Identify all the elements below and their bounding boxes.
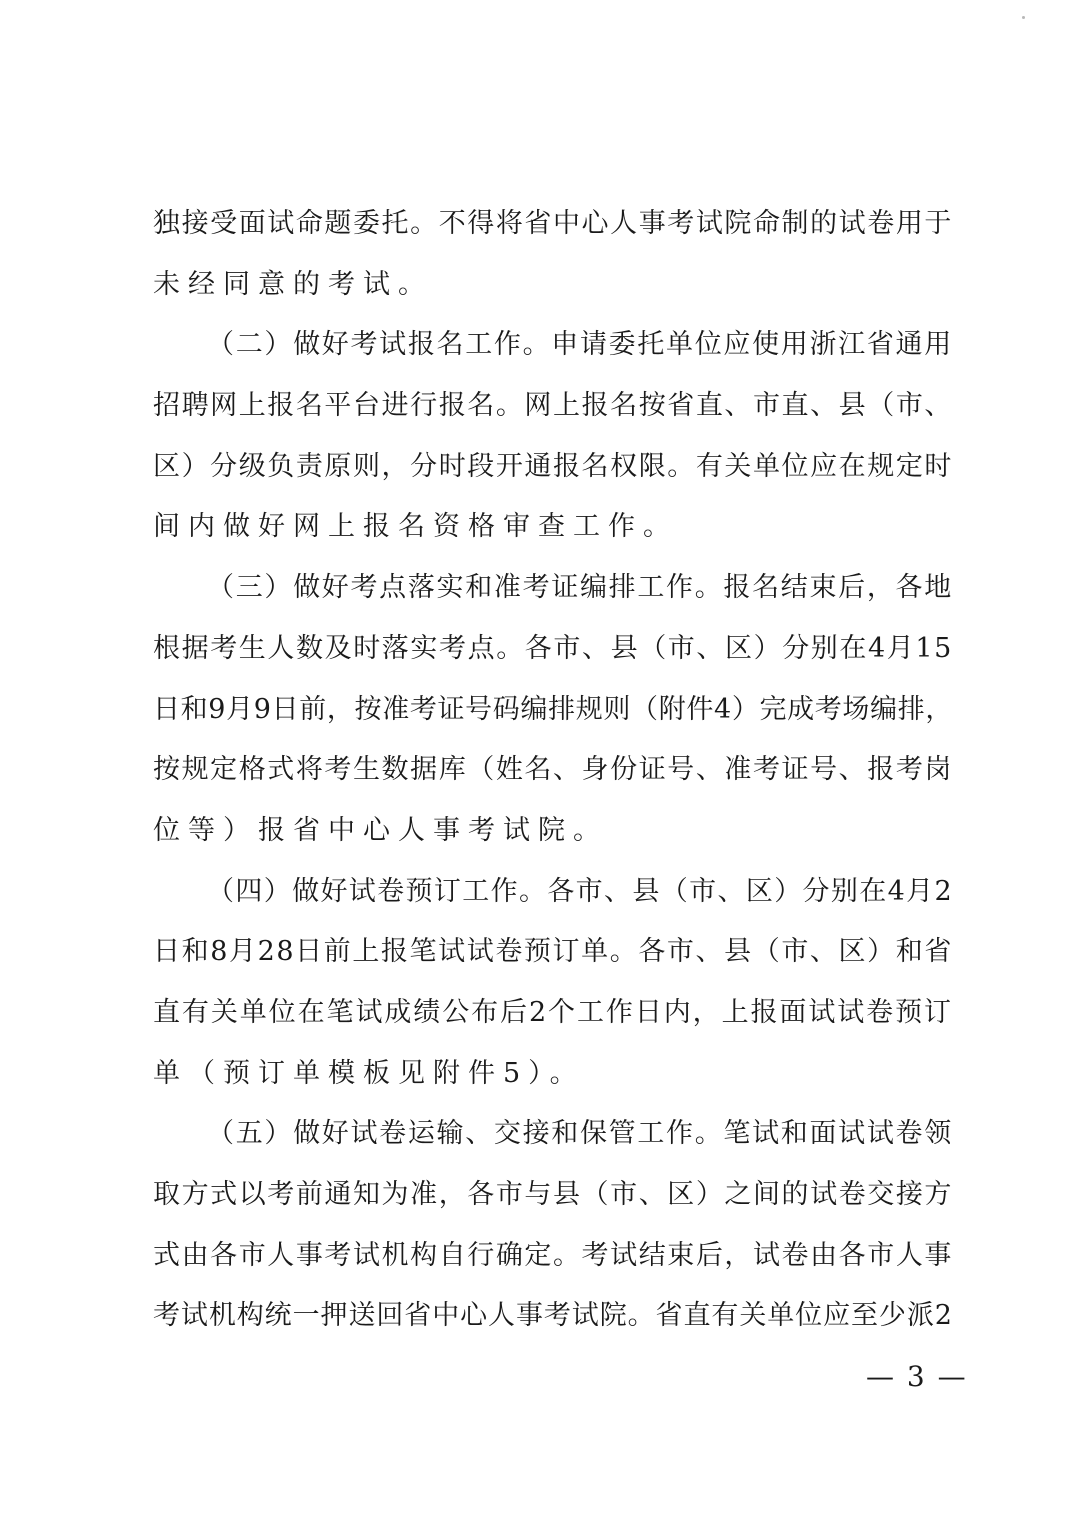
text-line: 单（预订单模板见附件5）。 <box>153 1057 585 1089</box>
text-line: 区）分级负责原则，分时段开通报名权限。有关单位应在规定时 <box>153 450 953 482</box>
text-line: 间内做好网上报名资格审查工作。 <box>153 511 678 543</box>
scan-speck <box>1022 16 1025 19</box>
text-line: 式由各市人事考试机构自行确定。考试结束后，试卷由各市人事 <box>153 1239 953 1271</box>
body-text <box>153 194 953 1347</box>
paragraph-heading-line: （四）做好试卷预订工作。各市、县（市、区）分别在4月2 <box>207 875 954 907</box>
text-line: 日和8月28日前上报笔试试卷预订单。各市、县（市、区）和省 <box>153 936 953 968</box>
paragraph-heading-line: （三）做好考点落实和准考证编排工作。报名结束后，各地 <box>207 572 953 604</box>
paragraph-heading-line: （五）做好试卷运输、交接和保管工作。笔试和面试试卷领 <box>207 1118 953 1150</box>
text-line: 招聘网上报名平台进行报名。网上报名按省直、市直、县（市、 <box>153 390 953 422</box>
text-line: 独接受面试命题委托。不得将省中心人事考试院命制的试卷用于 <box>153 208 953 239</box>
page-number: — 3 — <box>866 1360 968 1393</box>
text-line: 考试机构统一押送回省中心人事考试院。省直有关单位应至少派2 <box>153 1300 953 1332</box>
text-line: 日和9月9日前，按准考证号码编排规则（附件4）完成考场编排， <box>153 693 954 725</box>
text-line: 直有关单位在笔试成绩公布后2个工作日内，上报面试试卷预订 <box>153 996 953 1028</box>
text-line: 取方式以考前通知为准，各市与县（市、区）之间的试卷交接方 <box>153 1179 953 1210</box>
text-line: 根据考生人数及时落实考点。各市、县（市、区）分别在4月15 <box>153 632 953 664</box>
text-line: 未经同意的考试。 <box>153 268 433 300</box>
text-line: 按规定格式将考生数据库（姓名、身份证号、准考证号、报考岗 <box>153 754 953 786</box>
text-line: 位等）报省中心人事考试院。 <box>153 814 608 846</box>
paragraph-heading-line: （二）做好考试报名工作。申请委托单位应使用浙江省通用 <box>207 329 953 361</box>
